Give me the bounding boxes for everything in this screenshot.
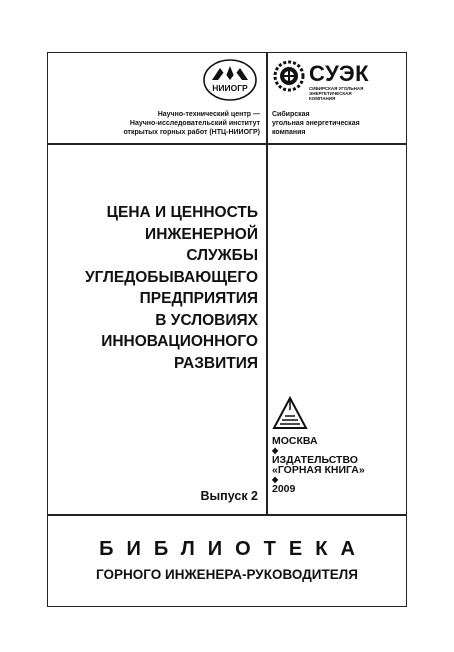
publisher-name-line2: «ГОРНАЯ КНИГА» [272,464,365,476]
diamond-bullet-icon: ◆ [272,474,279,484]
publisher-logo-icon [272,396,308,430]
center-divider [266,52,268,514]
title-line: ЦЕНА И ЦЕННОСТЬ [106,204,258,221]
right-org-line: компания [272,129,306,136]
title-line: СЛУЖБЫ [186,247,258,264]
suek-gear-icon [273,60,305,92]
publisher-block [272,436,392,494]
right-org-line: Сибирская [272,111,310,118]
header-divider [47,143,407,145]
title-line: РАЗВИТИЯ [174,354,258,372]
left-org-line: Научно-технический центр — [157,111,260,118]
left-org-line: открытых горных работ (НТЦ-НИИОГР) [123,129,260,136]
publisher-name-line1: ИЗДАТЕЛЬСТВО [272,453,358,466]
series-subtitle: ГОРНОГО ИНЖЕНЕРА-РУКОВОДИТЕЛЯ [96,567,358,582]
series-title: БИБЛИОТЕКА [99,538,368,560]
left-org-line: Научно-исследовательский институт [129,120,260,127]
publisher-city: МОСКВА [272,435,318,447]
niiogr-logo-icon [202,58,258,102]
title-line: В УСЛОВИЯХ [155,311,258,329]
title-line: ИНЖЕНЕРНОЙ [145,225,258,243]
title-line: ИННОВАЦИОННОГО [101,333,258,350]
issue-number: Выпуск 2 [200,489,258,503]
title-line: УГЛЕДОБЫВАЮЩЕГО [84,268,258,286]
suek-tagline: СИБИРСКАЯ УГОЛЬНАЯ ЭНЕРГЕТИЧЕСКАЯ КОМПАНИЯ [309,86,364,101]
right-organization [272,110,382,137]
series-divider [47,514,407,516]
publication-year: 2009 [272,482,296,495]
suek-name: СУЭК [309,61,370,86]
right-org-line: угольная энергетическая [272,120,360,127]
niiogr-logo-text: НИИОГР [212,83,248,93]
diamond-bullet-icon: ◆ [272,445,279,455]
title-line: ПРЕДПРИЯТИЯ [139,290,258,307]
book-title [60,202,258,374]
left-organization [60,110,260,137]
